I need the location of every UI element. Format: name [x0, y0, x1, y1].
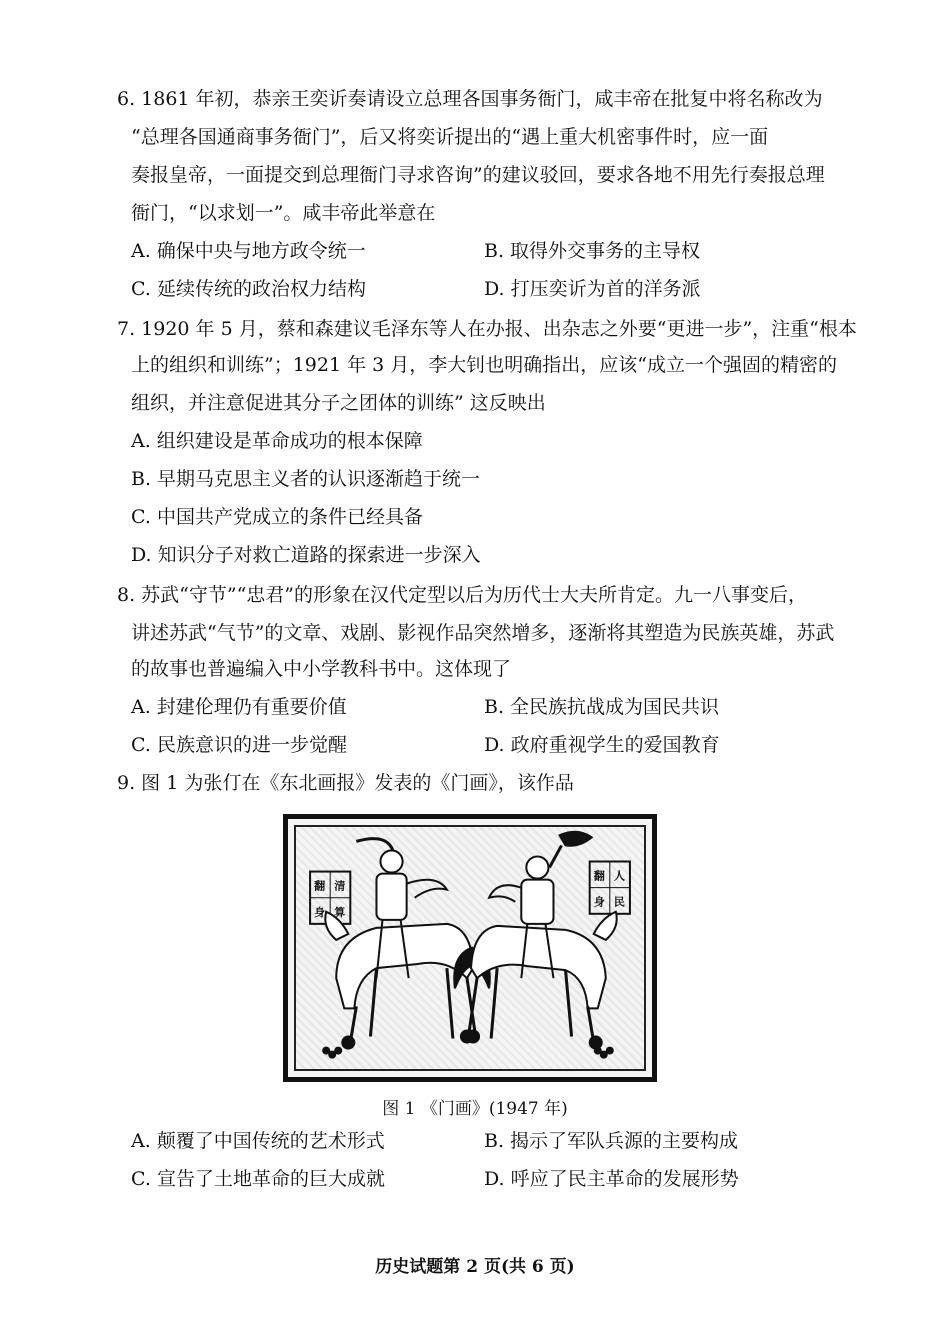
- q6-option-a[interactable]: A. 确保中央与地方政令统一: [131, 240, 366, 262]
- q7-option-c[interactable]: C. 中国共产党成立的条件已经具备: [131, 506, 423, 528]
- q9-option-c[interactable]: C. 宣告了土地革命的巨大成就: [131, 1168, 385, 1190]
- left-seal-char-2: 算: [334, 905, 346, 919]
- left-seal-char-1: 清: [334, 879, 346, 893]
- q6-option-c[interactable]: C. 延续传统的政治权力结构: [131, 278, 366, 300]
- q7-line-1: 7. 1920 年 5 月，蔡和森建议毛泽东等人在办报、出杂志之外要“更进一步”，注重“根本: [117, 318, 857, 340]
- q7-line-2: 上的组织和训练”；1921 年 3 月，李大钊也明确指出，应该“成立一个强固的精密的: [131, 354, 837, 376]
- q6-option-d[interactable]: D. 打压奕䜣为首的洋务派: [484, 278, 701, 300]
- q6-line-2: “总理各国通商事务衙门”，后又将奕䜣提出的“遇上重大机密事件时，应一面: [131, 126, 769, 148]
- right-rider-woman: [454, 832, 616, 1049]
- q6-option-b[interactable]: B. 取得外交事务的主导权: [484, 240, 701, 262]
- figure-caption: 图 1 《门画》(1947 年): [382, 1099, 568, 1119]
- q9-option-d[interactable]: D. 呼应了民主革命的发展形势: [484, 1168, 739, 1190]
- q6-line-4: 衙门，“以求划一”。咸丰帝此举意在: [131, 202, 436, 224]
- left-seal-char-3: 翻: [314, 879, 326, 893]
- q8-line-2: 讲述苏武“气节”的文章、戏剧、影视作品突然增多，逐渐将其塑造为民族英雄，苏武: [131, 622, 835, 644]
- q7-option-b[interactable]: B. 早期马克思主义者的认识逐渐趋于统一: [131, 468, 481, 490]
- page-footer: 历史试题第 2 页(共 6 页): [375, 1257, 575, 1277]
- q7-option-d[interactable]: D. 知识分子对救亡道路的探索进一步深入: [131, 544, 481, 566]
- door-painting-figure: [283, 814, 657, 1082]
- q8-line-1: 8. 苏武“守节”“忠君”的形象在汉代定型以后为历代士大夫所肯定。九一八事变后，: [117, 584, 808, 606]
- q7-line-3: 组织，并注意促进其分子之团体的训练” 这反映出: [131, 392, 546, 414]
- right-seal: [590, 862, 630, 914]
- q9-option-a[interactable]: A. 颠覆了中国传统的艺术形式: [131, 1130, 385, 1152]
- q9-line-1: 9. 图 1 为张仃在《东北画报》发表的《门画》，该作品: [117, 772, 574, 794]
- door-painting-illustration: [296, 827, 644, 1069]
- q6-line-3: 奏报皇帝，一面提交到总理衙门寻求咨询”的建议驳回，要求各地不用先行奏报总理: [131, 164, 825, 186]
- q8-option-a[interactable]: A. 封建伦理仍有重要价值: [131, 696, 347, 718]
- right-seal-char-2: 民: [613, 895, 625, 909]
- right-seal-char-3: 翻: [593, 869, 605, 883]
- left-rider-soldier: [325, 839, 490, 1049]
- q8-option-c[interactable]: C. 民族意识的进一步觉醒: [131, 734, 347, 756]
- q9-option-b[interactable]: B. 揭示了军队兵源的主要构成: [484, 1130, 739, 1152]
- left-seal-char-4: 身: [314, 905, 326, 919]
- q7-option-a[interactable]: A. 组织建设是革命成功的根本保障: [131, 430, 423, 452]
- right-seal-char-4: 身: [593, 895, 605, 909]
- decorative-flowers: [322, 1047, 614, 1059]
- q8-option-d[interactable]: D. 政府重视学生的爱国教育: [484, 734, 720, 756]
- q8-option-b[interactable]: B. 全民族抗战成为国民共识: [484, 696, 720, 718]
- q8-line-3: 的故事也普遍编入中小学教科书中。这体现了: [131, 658, 512, 680]
- right-seal-char-1: 人: [613, 869, 625, 883]
- q6-line-1: 6. 1861 年初，恭亲王奕䜣奏请设立总理各国事务衙门，咸丰帝在批复中将名称改为: [117, 88, 823, 110]
- door-painting-inner: [294, 825, 646, 1071]
